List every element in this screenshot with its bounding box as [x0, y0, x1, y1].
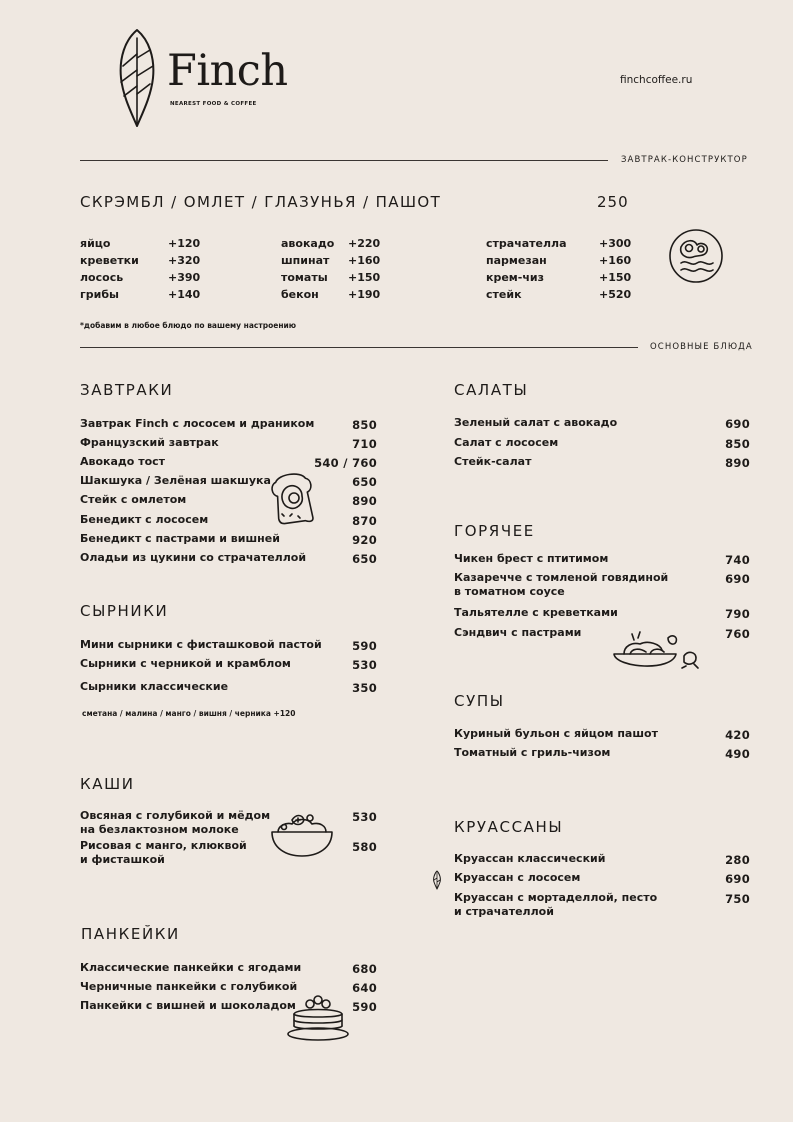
menu-item-name: Тальятелле с креветками: [454, 606, 618, 619]
section-title-soups: СУПЫ: [454, 692, 505, 710]
menu-item-price: 690: [725, 572, 750, 586]
menu-item-name: Авокадо тост: [80, 455, 166, 468]
addon-name: креветки: [80, 254, 139, 267]
menu-item-price: 650: [352, 475, 377, 489]
menu-item-name: Сырники классические: [80, 680, 229, 693]
addon-price: +390: [168, 271, 201, 284]
brand-name: Finch: [167, 46, 288, 96]
addon-price: +520: [599, 288, 632, 301]
addon-price: +160: [599, 254, 632, 267]
menu-item-price: 590: [352, 639, 377, 653]
addon-price: +320: [168, 254, 201, 267]
addon-price: +120: [168, 237, 201, 250]
constructor-note: *добавим в любое блюдо по вашему настроению: [80, 321, 297, 330]
menu-item-name: Черничные панкейки с голубикой: [80, 980, 298, 993]
section-title-pancakes: ПАНКЕЙКИ: [81, 925, 180, 943]
menu-item-name: Стейк-салат: [454, 455, 532, 468]
small-feather-icon: [432, 870, 442, 890]
menu-item-name: Панкейки с вишней и шоколадом: [80, 999, 296, 1012]
addon-name: страчателла: [486, 237, 567, 250]
menu-item-price: 750: [725, 892, 750, 906]
menu-item-name: Круассан с мортаделлой, песто и страчателлой: [454, 891, 658, 918]
section-title-hot: ГОРЯЧЕЕ: [454, 522, 535, 540]
addon-price: +140: [168, 288, 201, 301]
menu-item-name: Сэндвич с пастрами: [454, 626, 582, 639]
addon-name: томаты: [281, 271, 328, 284]
addon-price: +190: [348, 288, 381, 301]
menu-item-price: 890: [725, 456, 750, 470]
addon-price: +220: [348, 237, 381, 250]
syrniki-extra: сметана / малина / манго / вишня / черника +120: [82, 709, 296, 718]
addon-name: авокадо: [281, 237, 335, 250]
menu-item-price: 690: [725, 872, 750, 886]
addon-name: стейк: [486, 288, 522, 301]
menu-item-price: 690: [725, 417, 750, 431]
addon-name: грибы: [80, 288, 119, 301]
menu-item-name: Овсяная с голубикой и мёдом на безлактозном молоке: [80, 809, 271, 836]
menu-item-price: 590: [352, 1000, 377, 1014]
egg-toast-icon: [268, 470, 320, 526]
addon-name: яйцо: [80, 237, 111, 250]
addon-price: +300: [599, 237, 632, 250]
menu-item-price: 280: [725, 853, 750, 867]
addon-name: крем-чиз: [486, 271, 545, 284]
menu-item-price: 530: [352, 810, 377, 824]
menu-item-name: Круассан с лососем: [454, 871, 581, 884]
divider: [80, 347, 638, 348]
section-title-salads: САЛАТЫ: [454, 381, 529, 399]
addon-name: шпинат: [281, 254, 330, 267]
constructor-price: 250: [597, 193, 629, 211]
section-label-constructor: ЗАВТРАК-КОНСТРУКТОР: [621, 155, 748, 165]
eggs-bacon-icon: [667, 227, 725, 285]
porridge-bowl-icon: [268, 810, 336, 860]
menu-item-name: Мини сырники с фисташковой пастой: [80, 638, 322, 651]
menu-item-price: 530: [352, 658, 377, 672]
menu-item-price: 490: [725, 747, 750, 761]
addon-price: +150: [599, 271, 632, 284]
addon-name: пармезан: [486, 254, 547, 267]
menu-item-name: Сырники с черникой и крамблом: [80, 657, 291, 670]
menu-item-name: Стейк с омлетом: [80, 493, 187, 506]
menu-item-price: 650: [352, 552, 377, 566]
menu-item-price: 850: [352, 418, 377, 432]
constructor-title: СКРЭМБЛ / ОМЛЕТ / ГЛАЗУНЬЯ / ПАШОТ: [80, 193, 442, 211]
addon-name: лосось: [80, 271, 124, 284]
menu-item-name: Казаречче с томленой говядиной в томатном соусе: [454, 571, 669, 598]
section-title-breakfasts: ЗАВТРАКИ: [80, 381, 174, 399]
addon-price: +150: [348, 271, 381, 284]
menu-item-name: Рисовая с манго, клюквой и фисташкой: [80, 839, 247, 866]
divider: [80, 160, 608, 161]
menu-item-price: 870: [352, 514, 377, 528]
menu-item-name: Круассан классический: [454, 852, 606, 865]
section-title-syrniki: СЫРНИКИ: [80, 602, 169, 620]
menu-item-price: 850: [725, 437, 750, 451]
menu-item-price: 580: [352, 840, 377, 854]
menu-item-name: Бенедикт с пастрами и вишней: [80, 532, 280, 545]
menu-item-name: Салат с лососем: [454, 436, 559, 449]
section-title-croissants: КРУАССАНЫ: [454, 818, 564, 836]
feather-icon: [115, 28, 161, 128]
menu-item-name: Куриный бульон с яйцом пашот: [454, 727, 658, 740]
menu-item-name: Бенедикт с лососем: [80, 513, 209, 526]
brand-tagline: NEAREST FOOD & COFFEE: [170, 101, 257, 107]
menu-item-price: 920: [352, 533, 377, 547]
menu-item-name: Классические панкейки с ягодами: [80, 961, 302, 974]
menu-item-name: Оладьи из цукини со страчателлой: [80, 551, 307, 564]
pasta-shrimp-icon: [610, 628, 702, 676]
menu-item-price: 710: [352, 437, 377, 451]
menu-item-price: 760: [725, 627, 750, 641]
pancake-stack-icon: [284, 990, 352, 1042]
menu-item-price: 540 / 760: [314, 456, 377, 470]
menu-item-name: Шакшука / Зелёная шакшука: [80, 474, 271, 487]
menu-item-price: 740: [725, 553, 750, 567]
menu-item-price: 890: [352, 494, 377, 508]
menu-item-name: Зеленый салат с авокадо: [454, 416, 618, 429]
menu-item-price: 640: [352, 981, 377, 995]
website-link[interactable]: finchcoffee.ru: [620, 74, 693, 86]
menu-item-price: 680: [352, 962, 377, 976]
addon-name: бекон: [281, 288, 319, 301]
menu-item-price: 420: [725, 728, 750, 742]
menu-item-name: Завтрак Finch с лососем и драником: [80, 417, 315, 430]
addon-price: +160: [348, 254, 381, 267]
section-title-porridge: КАШИ: [80, 775, 135, 793]
menu-item-name: Французский завтрак: [80, 436, 219, 449]
section-label-main: ОСНОВНЫЕ БЛЮДА: [650, 342, 753, 352]
menu-item-name: Чикен брест с птитимом: [454, 552, 609, 565]
menu-item-name: Томатный с гриль-чизом: [454, 746, 611, 759]
menu-item-price: 350: [352, 681, 377, 695]
menu-item-price: 790: [725, 607, 750, 621]
